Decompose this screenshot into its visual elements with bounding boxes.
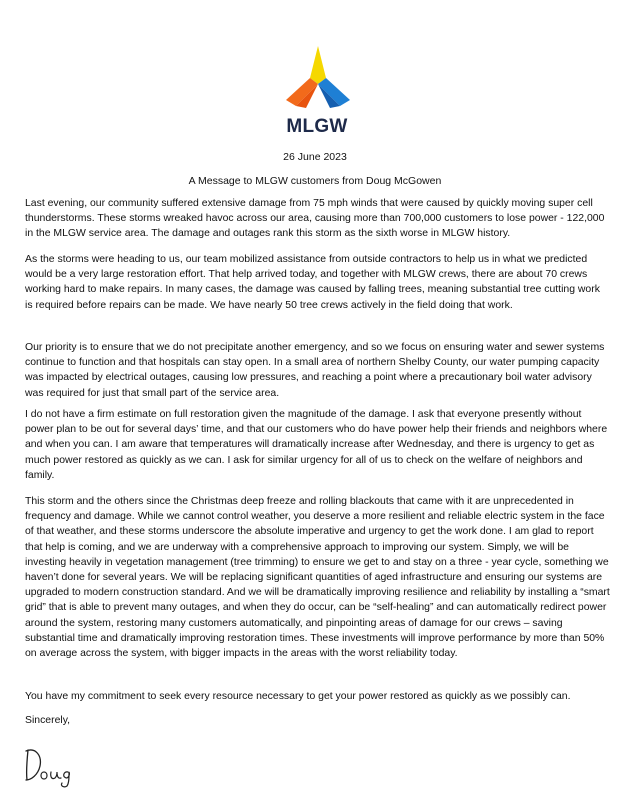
paragraph-estimate: I do not have a firm estimate on full restoration given the magnitude of the damage. I ask that everyone presently without power plan to be out for several days’ time, and that our customers who do have power help their friends and neighbors where and when you can. I am aware that temperatures will dramatically increase after Wednesday, and there is urgency to get as much power restored as quickly as we can. I ask for similar urgency for all of us to check on the welfare of neighbors and family. — [25, 409, 608, 481]
letter-title: A Message to MLGW customers from Doug McGowen — [188, 175, 442, 187]
paragraph-investments: This storm and the others since the Christmas deep freeze and rolling blackouts that came with it are unprecedented in frequency and damage. While we cannot control weather, you deserve a more resilient and reliable electric system in the face of that weather, and these storms underscore the absolute imperative and urgency to get the work done. I am glad to report that help is coming, and we are underway with a comprehensive approach to improving our system. Simply, we will be investing heavily in vegetation management (tree trimming) to ensure we get to and stay on a three - year cycle, something we haven’t done for several years. We will be replacing significant quantities of aged infrastructure and ensuring our systems are upgraded to modern construction standard. And we will be dramatically improving resilience and reliability by installing a “smart grid” that is able to prevent many outages, and when they do occur, can be “self-healing” and can automatically redirect power around the system, restoring many customers automatically, and pinpointing areas of damage for our crews – saving substantial time and dramatically improving restoration times. These investments will improve performance by more than 50% on average across the system, with bigger impacts in the areas with the worst reliability today. — [25, 496, 610, 660]
letter-date: 26 June 2023 — [283, 151, 347, 163]
paragraph-storm-damage: Last evening, our community suffered extensive damage from 75 mph winds that were caused by quickly moving super cell thunderstorms. These storms wreaked havoc across our area, causing more than 700,000 customers to lose power - 122,000 in the MLGW service area. The damage and outages rank this storm as the sixth worse in MLGW history. — [25, 198, 605, 240]
mlgw-logo-mark — [278, 44, 358, 114]
mlgw-logo — [270, 44, 364, 136]
closing-salutation: Sincerely, — [25, 715, 71, 726]
logo-wordmark: MLGW — [286, 116, 348, 137]
signature-doug — [22, 742, 84, 788]
paragraph-restoration-crews: As the storms were heading to us, our team mobilized assistance from outside contractors to help us in what we predicted would be a very large restoration effort. That help arrived today, and together with MLGW crews, there are about 70 crews working hard to make repairs. In many cases, the damage was caused by falling trees, meaning substantial tree cutting work is required before repairs can be made. We have nearly 50 tree crews actively in the field doing that work. — [25, 254, 600, 311]
paragraph-priority: Our priority is to ensure that we do not precipitate another emergency, and so we focus on ensuring water and sewer systems continue to function and that hospitals can stay open. In a small area of northern Shelby County, our water pumping capacity was impacted by electrical outages, causing low pressures, and reaching a point where a precautionary boil water advisory was required for just that small part of the service area. — [25, 342, 605, 399]
paragraph-commitment: You have my commitment to seek every resource necessary to get your power restored as quickly as we possibly can. — [25, 691, 571, 702]
